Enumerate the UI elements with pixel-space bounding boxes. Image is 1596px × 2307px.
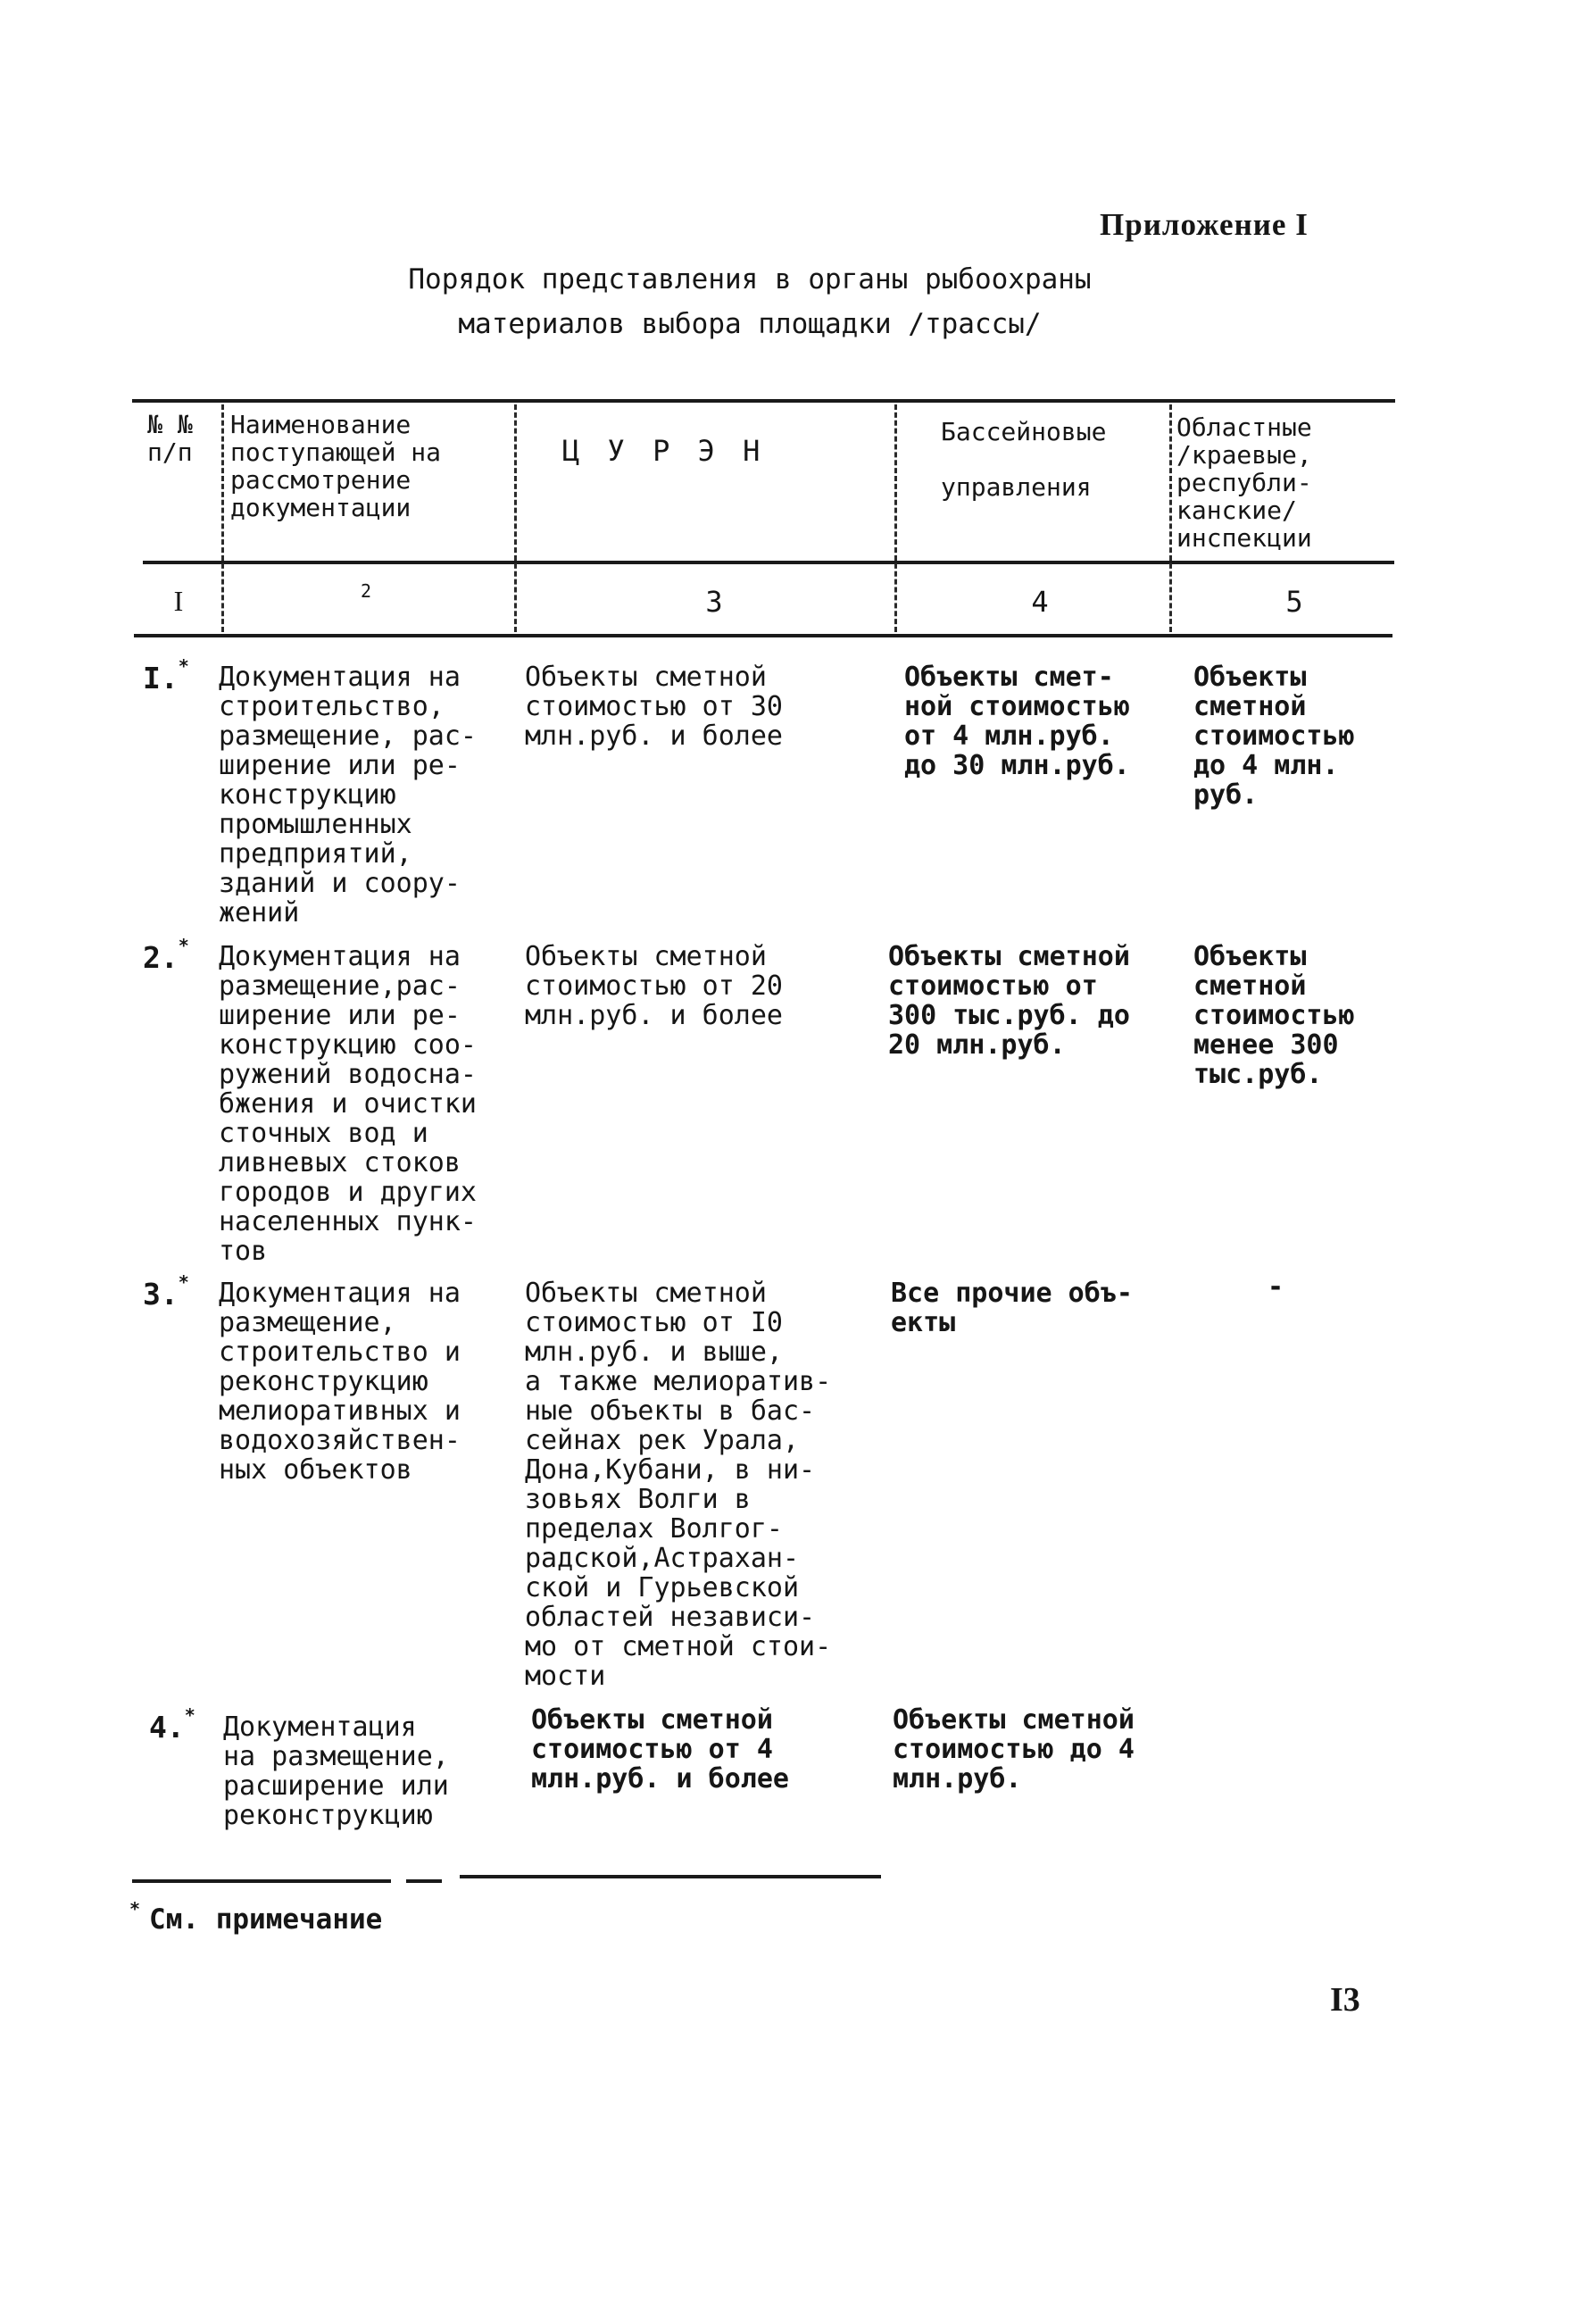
column-number: 5	[1285, 585, 1303, 619]
column-separator	[1169, 404, 1172, 632]
column-separator	[514, 404, 517, 632]
table-cell-tsuren: Объекты сметной стоимостью от 30 млн.руб. и более	[525, 662, 783, 752]
row-footnote-mark: *	[178, 935, 189, 956]
row-footnote-mark: *	[178, 1271, 189, 1293]
table-cell-regional: Объекты сметной стоимостью менее 300 тыс.руб.	[1193, 941, 1355, 1090]
footnote-mark: *	[129, 1898, 141, 1920]
table-cell-basin: Объекты сметной стоимостью от 300 тыс.руб. до 20 млн.руб.	[888, 941, 1130, 1061]
header-cell-regional: Областные /краевые, республи- канские/ инспекции	[1176, 412, 1312, 553]
table-cell-regional: Объекты сметной стоимостью до 4 млн. руб.	[1193, 662, 1355, 811]
row-number: 2.*	[143, 935, 189, 975]
header-cell-number: № № п/п	[147, 410, 193, 467]
table-cell-regional: -	[1268, 1271, 1284, 1303]
row-number: 4.*	[149, 1704, 195, 1745]
title-line-2: материалов выбора площадки /трассы/	[458, 308, 1042, 340]
column-number: 3	[705, 585, 723, 619]
table-top-rule	[132, 399, 1395, 403]
table-cell-documentation: Документация на размещение, расширение или реконструкцию	[223, 1712, 449, 1831]
table-cell-tsuren: Объекты сметной стоимостью от 4 млн.руб. и более	[531, 1704, 789, 1795]
footnote-text: См. примечание	[149, 1903, 383, 1936]
numbers-bottom-rule	[134, 634, 1392, 637]
table-cell-tsuren: Объекты сметной стоимостью от 20 млн.руб. и более	[525, 941, 783, 1031]
column-separator	[221, 404, 224, 632]
table-cell-basin: Все прочие объ- екты	[891, 1278, 1133, 1338]
row-footnote-mark: *	[178, 655, 189, 677]
table-cell-documentation: Документация на размещение, строительство и реконструкцию мелиоративных и водохозяйствен- ных объектов	[219, 1278, 461, 1486]
row-footnote-mark: *	[184, 1704, 195, 1726]
column-number: 4	[1031, 585, 1049, 619]
table-cell-documentation: Документация на размещение,рас- ширение или ре- конструкцию соо- ружений водосна- бжения и очистки сточных вод и ливневых стоков городов и других населенных пунк- тов	[219, 941, 477, 1267]
column-number: I	[173, 585, 184, 617]
header-cell-tsuren: Ц У Р Э Н	[562, 434, 766, 468]
row-number: 3.*	[143, 1271, 189, 1312]
table-bottom-rule	[460, 1875, 881, 1878]
table-cell-tsuren: Объекты сметной стоимостью от I0 млн.руб. и выше, а также мелиоратив- ные объекты в бас- сейнах рек Урала, Дона,Кубани, в ни- зовьях Волги в пределах Волгог- радской,Астрахан- ской и Гурьевской областей независи- мо от сметной стои- мости	[525, 1278, 832, 1692]
page-number: I3	[1330, 1981, 1360, 2019]
appendix-label: Приложение I	[1100, 207, 1309, 242]
table-cell-documentation: Документация на строительство, размещение, рас- ширение или ре- конструкцию промышленных предприятий, зданий и соору- жений	[219, 662, 477, 929]
table-bottom-rule	[132, 1879, 391, 1883]
table-cell-basin: Объекты смет- ной стоимостью от 4 млн.руб. до 30 млн.руб.	[904, 662, 1130, 781]
row-number: I.*	[143, 655, 189, 695]
header-bottom-rule	[143, 561, 1394, 564]
header-cell-documentation: Наименование поступающей на рассмотрение документации	[230, 410, 442, 522]
footnote	[129, 1898, 383, 1936]
header-cell-basin: Бассейновые управления	[941, 417, 1107, 502]
column-separator	[894, 404, 897, 632]
table-cell-basin: Объекты сметной стоимостью до 4 млн.руб.	[893, 1704, 1135, 1795]
column-number: 2	[360, 580, 372, 602]
title-line-1: Порядок представления в органы рыбоохраны	[408, 263, 1092, 296]
table-bottom-rule	[406, 1879, 442, 1883]
